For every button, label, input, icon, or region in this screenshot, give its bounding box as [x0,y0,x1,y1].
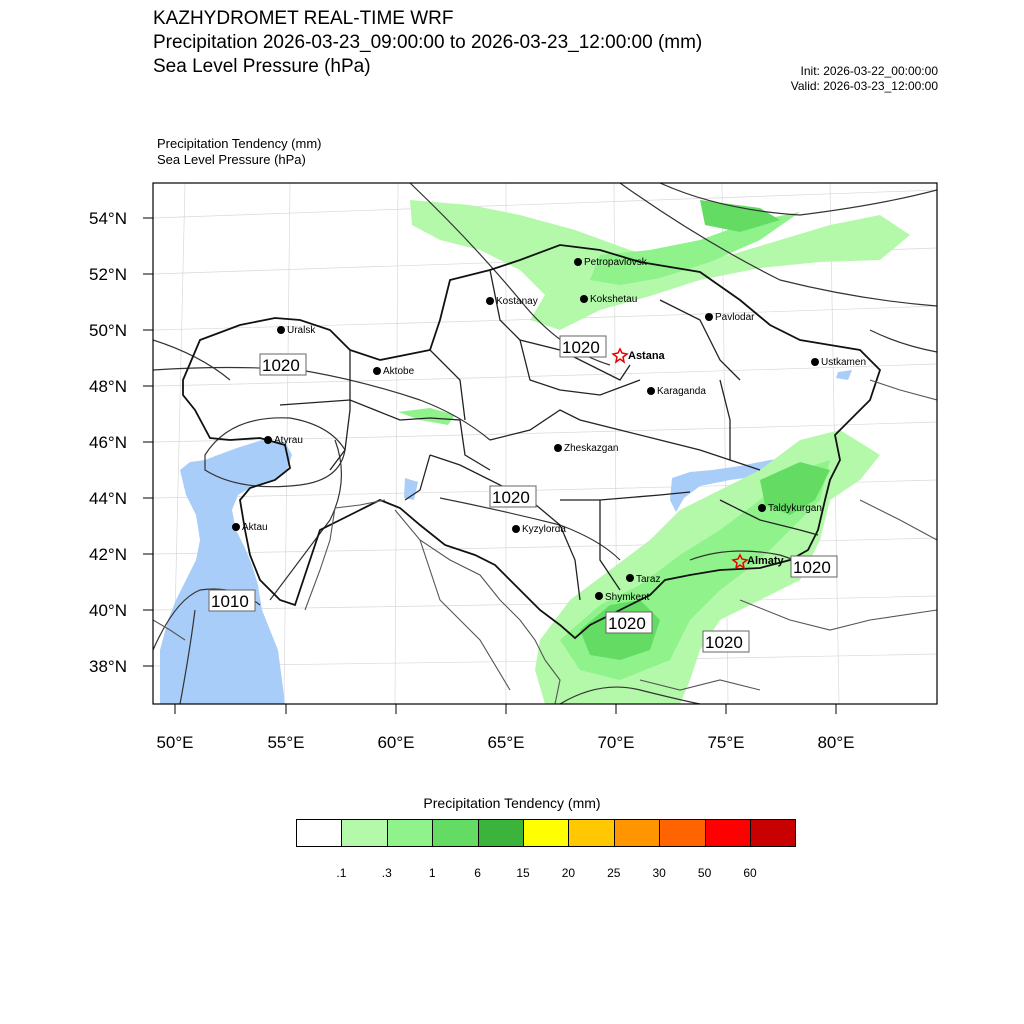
colorbar-swatch [659,819,705,847]
isobar-label: 1020 [793,558,831,577]
city-label-petropavlovsk: Petropavlovsk [584,257,647,268]
colorbar-tick-label: 25 [607,866,621,880]
city-label-zheskazgan: Zheskazgan [564,443,619,454]
colorbar-swatch [568,819,614,847]
lon-label: 80°E [817,733,855,752]
lat-label: 42°N [89,545,127,564]
colorbar-swatch [750,819,796,847]
lat-label: 46°N [89,433,127,452]
title-line-1: KAZHYDROMET REAL-TIME WRF [153,8,454,29]
lat-label: 54°N [89,209,127,228]
colorbar-tick-label: 15 [516,866,530,880]
colorbar-swatch [387,819,433,847]
colorbar-tick-label: .1 [336,866,347,880]
lat-label: 52°N [89,265,127,284]
colorbar-tick-label: .3 [381,866,392,880]
colorbar-swatch [705,819,751,847]
isobar-label: 1020 [492,488,530,507]
init-time: Init: 2026-03-22_00:00:00 [800,64,938,78]
city-label-almaty: Almaty [747,555,784,567]
colorbar-tick-label: 1 [428,866,436,880]
lon-label: 70°E [597,733,635,752]
lat-label: 48°N [89,377,127,396]
city-label-kostanay: Kostanay [496,296,538,307]
isobar-label: 1020 [608,614,646,633]
colorbar-tick-label: 6 [474,866,481,880]
city-label-shymkent: Shymkent [605,592,650,603]
lon-label: 60°E [377,733,415,752]
city-label-kokshetau: Kokshetau [590,294,638,305]
isobar-label: 1010 [211,592,249,611]
colorbar-swatch [523,819,569,847]
city-label-atyrau: Atyrau [274,435,303,446]
colorbar-swatch [296,819,342,847]
title-line-3: Sea Level Pressure (hPa) [153,56,371,77]
city-label-aktau: Aktau [242,522,268,533]
isobar-label: 1020 [705,633,743,652]
lon-label: 55°E [267,733,305,752]
lon-label: 50°E [156,733,194,752]
colorbar-swatch [478,819,524,847]
lon-tick-labels [156,733,854,752]
plot-label-slp: Sea Level Pressure (hPa) [157,152,306,167]
city-label-taraz: Taraz [636,574,661,585]
map-canvas [153,183,937,704]
colorbar-swatch [432,819,478,847]
city-label-pavlodar: Pavlodar [715,312,755,323]
lat-tick-labels [89,209,127,676]
colorbar-tick-label: 60 [743,866,757,880]
city-label-taldykurgan: Taldykurgan [768,503,822,514]
lat-label: 40°N [89,601,127,620]
colorbar-tick-label: 30 [652,866,666,880]
lat-label: 44°N [89,489,127,508]
city-label-kyzylorda: Kyzylorda [522,524,566,535]
isobar-label: 1020 [562,338,600,357]
city-label-karaganda: Karaganda [657,386,706,397]
valid-time: Valid: 2026-03-23_12:00:00 [790,79,938,93]
city-label-ustkamen: Ustkamen [821,357,867,368]
city-label-astana: Astana [628,350,665,362]
colorbar-tick-label: 50 [697,866,712,880]
plot-label-precip: Precipitation Tendency (mm) [157,136,322,151]
city-label-uralsk: Uralsk [287,325,316,336]
city-label-aktobe: Aktobe [383,366,415,377]
isobar-label: 1020 [262,356,300,375]
colorbar-tick-label: 20 [561,866,576,880]
lat-label: 50°N [89,321,127,340]
lat-label: 38°N [89,657,127,676]
colorbar-title: Precipitation Tendency (mm) [423,795,601,811]
title-line-2: Precipitation 2026-03-23_09:00:00 to 2026-03-23_12:00:00 (mm) [153,32,703,53]
lon-label: 65°E [487,733,525,752]
colorbar-swatch [614,819,660,847]
lon-label: 75°E [707,733,745,752]
colorbar-swatch [341,819,387,847]
